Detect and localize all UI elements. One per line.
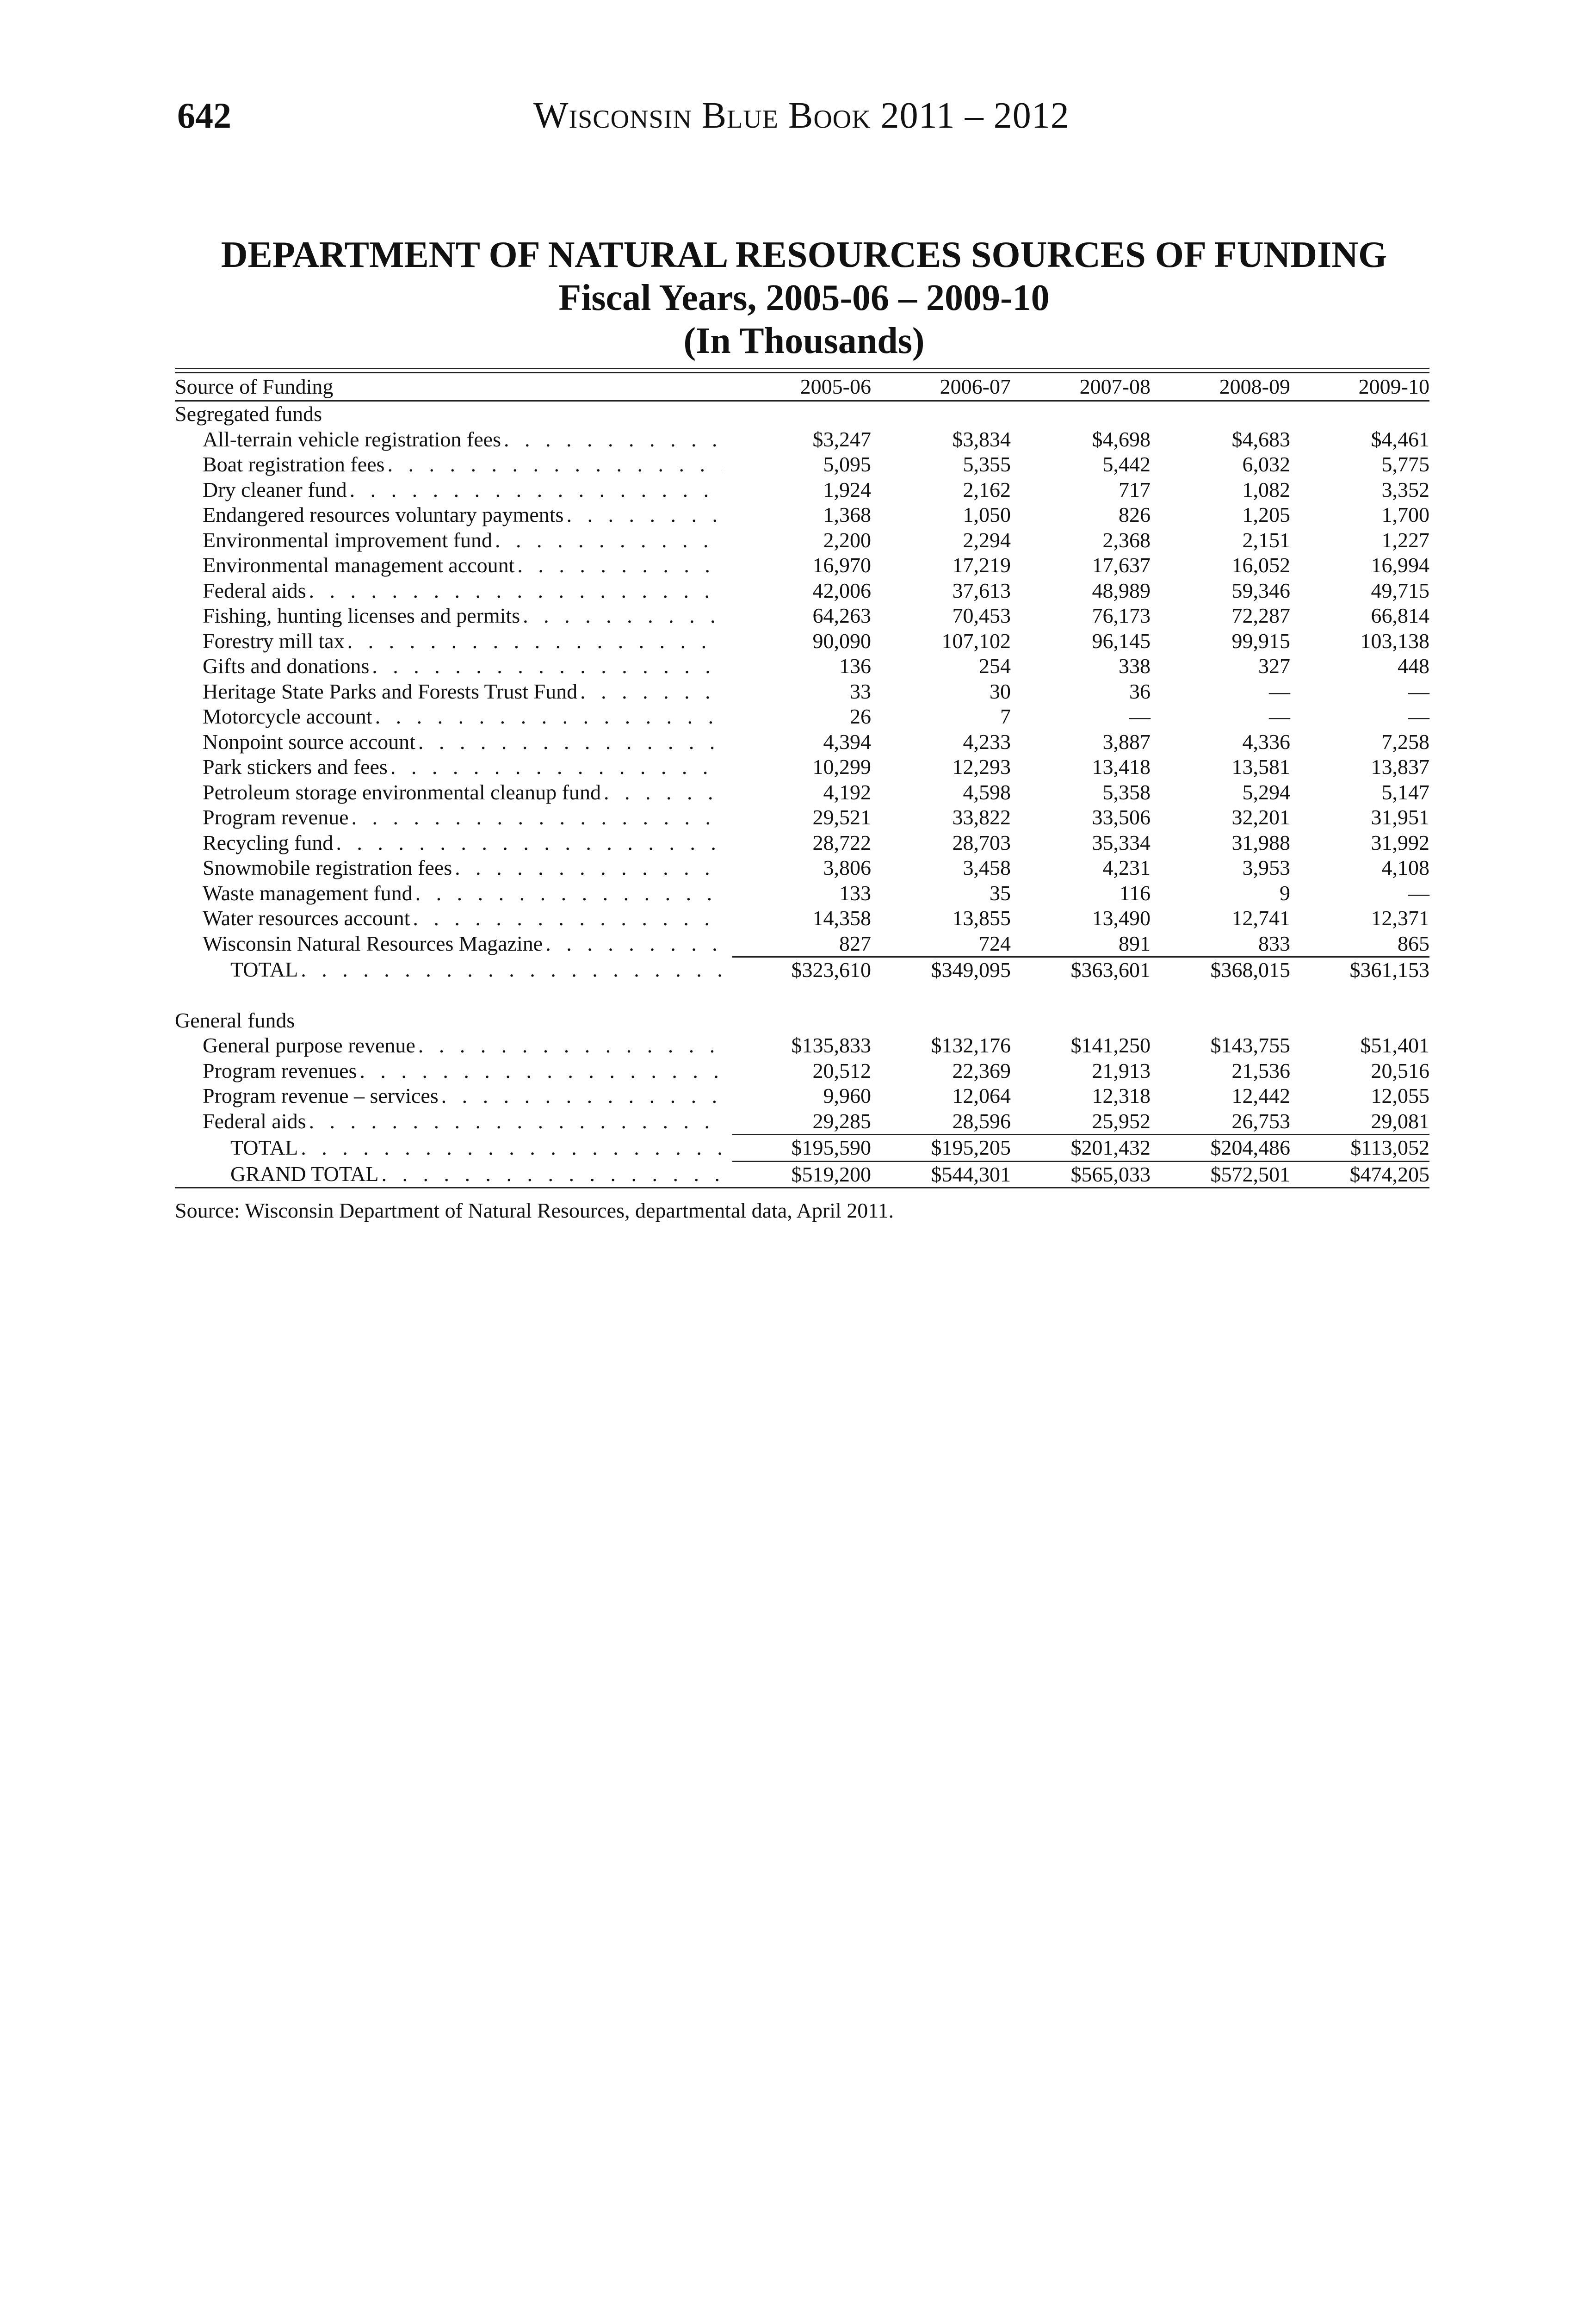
table-title [177, 234, 1431, 363]
dot-leader [381, 1162, 722, 1187]
value-cell: 5,775 [1381, 452, 1429, 476]
value-cell: 4,231 [1102, 856, 1151, 879]
value-cell: 833 [1258, 931, 1290, 955]
value-cell: 26,753 [1231, 1109, 1290, 1133]
value-cell: $4,461 [1371, 427, 1429, 451]
value-cell: $361,153 [1290, 957, 1429, 983]
value-cell: 37,613 [952, 578, 1011, 602]
value-cell: 59,346 [1231, 578, 1290, 602]
table-row [175, 931, 1429, 957]
value-cell: 72,287 [1231, 604, 1290, 627]
row-label: Snowmobile registration fees [203, 856, 452, 879]
value-cell: 3,953 [1242, 856, 1290, 879]
table-row [175, 906, 1429, 931]
column-header: 2007-08 [1011, 373, 1151, 401]
row-label: Water resources account [203, 906, 410, 930]
value-cell: 827 [839, 931, 871, 955]
value-cell: 1,227 [1381, 528, 1429, 552]
dot-leader [504, 427, 722, 452]
row-label: Recycling fund [203, 830, 334, 854]
row-label-cell [175, 578, 732, 604]
value-cell: 717 [1119, 477, 1151, 501]
value-cell: 2,294 [963, 528, 1011, 552]
row-label: Federal aids [203, 578, 306, 602]
value-cell: 31,992 [1371, 830, 1429, 854]
column-header: Source of Funding [175, 373, 732, 401]
value-cell: 12,064 [952, 1084, 1011, 1107]
page-number: 642 [177, 95, 231, 136]
table-row [175, 553, 1429, 578]
value-cell: 5,442 [1102, 452, 1151, 476]
value-cell: 16,970 [812, 553, 871, 577]
row-label-cell [175, 855, 732, 881]
value-cell: 76,173 [1092, 604, 1151, 627]
value-cell: 99,915 [1231, 629, 1290, 653]
value-cell: 31,988 [1231, 830, 1290, 854]
dot-leader [309, 1109, 722, 1134]
value-cell: 5,358 [1102, 780, 1151, 804]
value-cell: $565,033 [1011, 1161, 1151, 1188]
row-label-cell [175, 704, 732, 730]
value-cell: — [1269, 705, 1290, 728]
value-cell: 28,722 [812, 830, 871, 854]
funding-table [175, 373, 1429, 1188]
value-cell: 66,814 [1371, 604, 1429, 627]
value-cell: $368,015 [1151, 957, 1290, 983]
value-cell: 13,837 [1371, 755, 1429, 779]
value-cell: 3,352 [1381, 477, 1429, 501]
value-cell: 96,145 [1092, 629, 1151, 653]
grand-total-row [175, 1161, 1429, 1188]
row-label-cell [175, 629, 732, 654]
row-label-cell [175, 553, 732, 578]
value-cell: $519,200 [732, 1161, 871, 1188]
row-label: TOTAL [230, 1136, 298, 1159]
value-cell: 103,138 [1360, 629, 1429, 653]
spacer-row [175, 983, 1429, 1008]
table-row [175, 452, 1429, 477]
table-row [175, 704, 1429, 730]
row-label: Nonpoint source account [203, 730, 415, 754]
value-cell: 724 [979, 931, 1011, 955]
value-cell: 107,102 [941, 629, 1011, 653]
total-row [175, 957, 1429, 983]
value-cell: 49,715 [1371, 578, 1429, 602]
value-cell: 1,700 [1381, 503, 1429, 526]
table-row [175, 629, 1429, 654]
value-cell: 17,219 [952, 553, 1011, 577]
value-cell: $135,833 [791, 1033, 871, 1057]
dot-leader [413, 906, 722, 931]
value-cell: $204,486 [1151, 1135, 1290, 1162]
value-cell: 35,334 [1092, 830, 1151, 854]
section-heading: General funds [175, 1008, 295, 1032]
value-cell: 5,147 [1381, 780, 1429, 804]
dot-leader [604, 780, 722, 805]
table-row [175, 679, 1429, 705]
value-cell: 891 [1119, 931, 1151, 955]
value-cell: 35 [990, 881, 1011, 905]
value-cell: 865 [1398, 931, 1429, 955]
value-cell: 4,108 [1381, 856, 1429, 879]
value-cell: 13,581 [1231, 755, 1290, 779]
value-cell: 12,293 [952, 755, 1011, 779]
dot-leader [418, 1033, 722, 1058]
value-cell: 2,151 [1242, 528, 1290, 552]
dot-leader [309, 578, 722, 604]
value-cell: 7 [1000, 705, 1011, 728]
value-cell: 20,516 [1371, 1058, 1429, 1082]
dot-leader [418, 730, 722, 755]
value-cell: 3,806 [823, 856, 871, 879]
column-header: 2008-09 [1151, 373, 1290, 401]
column-header: 2005-06 [732, 373, 871, 401]
value-cell: 9 [1280, 881, 1290, 905]
value-cell: 42,006 [812, 578, 871, 602]
value-cell: 4,394 [823, 730, 871, 754]
row-label-cell [175, 477, 732, 503]
value-cell: — [1129, 705, 1151, 728]
book-title: Wisconsin Blue Book 2011 – 2012 [533, 95, 1070, 136]
value-cell: 33 [850, 679, 871, 703]
value-cell: 7,258 [1381, 730, 1429, 754]
funding-table-container [175, 368, 1429, 1225]
value-cell: 26 [850, 705, 871, 728]
value-cell: 28,596 [952, 1109, 1011, 1133]
value-cell: 1,924 [823, 477, 871, 501]
table-row [175, 830, 1429, 856]
row-label-cell [175, 1033, 732, 1058]
row-label-cell [175, 603, 732, 629]
total-row [175, 1135, 1429, 1162]
row-label-cell [175, 1109, 732, 1135]
value-cell: 1,205 [1242, 503, 1290, 526]
value-cell: 29,521 [812, 805, 871, 829]
value-cell: 13,855 [952, 906, 1011, 930]
value-cell: 12,442 [1231, 1084, 1290, 1107]
table-body [175, 401, 1429, 1188]
dot-leader [523, 603, 722, 629]
row-label-cell [175, 730, 732, 755]
section-heading: Segregated funds [175, 402, 322, 426]
value-cell: $195,205 [871, 1135, 1011, 1162]
value-cell: 116 [1119, 881, 1151, 905]
row-label-cell [175, 528, 732, 553]
value-cell: 16,052 [1231, 553, 1290, 577]
value-cell: $323,610 [732, 957, 871, 983]
value-cell: 254 [979, 654, 1011, 678]
row-label: Fishing, hunting licenses and permits [203, 604, 520, 627]
value-cell: $4,683 [1231, 427, 1290, 451]
row-label: Forestry mill tax [203, 629, 345, 653]
dot-leader [566, 502, 722, 528]
row-label: All-terrain vehicle registration fees [203, 427, 501, 451]
value-cell: $544,301 [871, 1161, 1011, 1188]
row-label: Wisconsin Natural Resources Magazine [203, 932, 543, 956]
table-row [175, 654, 1429, 679]
dot-leader [359, 1058, 722, 1084]
value-cell: 90,090 [812, 629, 871, 653]
table-row [175, 881, 1429, 906]
value-cell: 64,263 [812, 604, 871, 627]
value-cell: 30 [990, 679, 1011, 703]
value-cell: 16,994 [1371, 553, 1429, 577]
dot-leader [372, 654, 722, 679]
dot-leader [415, 881, 722, 906]
value-cell: 13,490 [1092, 906, 1151, 930]
row-label: Heritage State Parks and Forests Trust Fund [203, 679, 578, 703]
value-cell: 448 [1398, 654, 1429, 678]
row-label-cell [175, 502, 732, 528]
value-cell: 2,162 [963, 477, 1011, 501]
value-cell: 1,082 [1242, 477, 1290, 501]
dot-leader [580, 679, 722, 705]
table-row [175, 427, 1429, 452]
row-label: Endangered resources voluntary payments [203, 503, 564, 526]
row-label-cell [175, 906, 732, 931]
value-cell: 21,536 [1231, 1058, 1290, 1082]
value-cell: 2,368 [1102, 528, 1151, 552]
table-row [175, 780, 1429, 805]
dot-leader [347, 629, 722, 654]
dot-leader [517, 553, 722, 578]
row-label-cell [175, 881, 732, 906]
table-row [175, 730, 1429, 755]
value-cell: 21,913 [1092, 1058, 1151, 1082]
table-top-rule [175, 368, 1429, 373]
dot-leader [350, 477, 722, 503]
dot-leader [301, 1135, 722, 1161]
value-cell: $132,176 [931, 1033, 1011, 1057]
value-cell: 4,336 [1242, 730, 1290, 754]
table-row [175, 528, 1429, 553]
value-cell: — [1408, 679, 1429, 703]
value-cell: $195,590 [732, 1135, 871, 1162]
value-cell: 1,368 [823, 503, 871, 526]
value-cell: $143,755 [1210, 1033, 1290, 1057]
value-cell: 22,369 [952, 1058, 1011, 1082]
row-label-cell [175, 780, 732, 805]
value-cell: 29,285 [812, 1109, 871, 1133]
table-row [175, 855, 1429, 881]
value-cell: 327 [1258, 654, 1290, 678]
table-row [175, 603, 1429, 629]
row-label: Environmental improvement fund [203, 528, 492, 552]
value-cell: — [1408, 881, 1429, 905]
value-cell: 4,598 [963, 780, 1011, 804]
row-label-cell [175, 931, 732, 957]
row-label-cell [175, 1083, 732, 1109]
value-cell: — [1408, 705, 1429, 728]
value-cell: 12,741 [1231, 906, 1290, 930]
value-cell: $201,432 [1011, 1135, 1151, 1162]
value-cell: $4,698 [1092, 427, 1151, 451]
dot-leader [390, 755, 722, 780]
value-cell: 2,200 [823, 528, 871, 552]
row-label: Petroleum storage environmental cleanup fund [203, 780, 601, 804]
value-cell: $3,247 [812, 427, 871, 451]
value-cell: 33,822 [952, 805, 1011, 829]
value-cell: $113,052 [1290, 1135, 1429, 1162]
value-cell: 136 [839, 654, 871, 678]
value-cell: $51,401 [1360, 1033, 1429, 1057]
table-row [175, 805, 1429, 830]
value-cell: 5,095 [823, 452, 871, 476]
value-cell: 28,703 [952, 830, 1011, 854]
table-row [175, 1058, 1429, 1084]
dot-leader [441, 1083, 722, 1109]
dot-leader [352, 805, 723, 830]
value-cell: 826 [1119, 503, 1151, 526]
value-cell: 4,192 [823, 780, 871, 804]
value-cell: 33,506 [1092, 805, 1151, 829]
row-label-cell [175, 1161, 732, 1188]
value-cell: $572,501 [1151, 1161, 1290, 1188]
row-label-cell [175, 830, 732, 856]
table-row [175, 502, 1429, 528]
value-cell: $349,095 [871, 957, 1011, 983]
row-label-cell [175, 1135, 732, 1162]
value-cell: 12,055 [1371, 1084, 1429, 1107]
table-row [175, 1109, 1429, 1135]
value-cell: 25,952 [1092, 1109, 1151, 1133]
row-label: Motorcycle account [203, 705, 372, 728]
value-cell: 14,358 [812, 906, 871, 930]
value-cell: 32,201 [1231, 805, 1290, 829]
row-label-cell [175, 679, 732, 705]
dot-leader [495, 528, 722, 553]
value-cell: 4,233 [963, 730, 1011, 754]
table-header-row [175, 373, 1429, 401]
value-cell: 6,032 [1242, 452, 1290, 476]
title-line-2: Fiscal Years, 2005-06 – 2009-10 [558, 278, 1050, 318]
value-cell: $141,250 [1070, 1033, 1151, 1057]
value-cell: $363,601 [1011, 957, 1151, 983]
value-cell: 5,355 [963, 452, 1011, 476]
running-head [177, 95, 1431, 136]
row-label-cell [175, 957, 732, 983]
column-header: 2006-07 [871, 373, 1011, 401]
row-label: Park stickers and fees [203, 755, 388, 779]
row-label: TOTAL [230, 958, 298, 982]
row-label: Program revenue – services [203, 1084, 439, 1107]
row-label: Program revenues [203, 1058, 357, 1082]
row-label: Environmental management account [203, 553, 515, 577]
value-cell: 3,458 [963, 856, 1011, 879]
value-cell: 338 [1119, 654, 1151, 678]
row-label-cell [175, 805, 732, 830]
value-cell: 10,299 [812, 755, 871, 779]
title-line-1: DEPARTMENT OF NATURAL RESOURCES SOURCES OF FUNDING [221, 235, 1387, 275]
value-cell: — [1269, 679, 1290, 703]
row-label: GRAND TOTAL [230, 1162, 379, 1186]
dot-leader [545, 931, 722, 957]
dot-leader [336, 830, 722, 856]
dot-leader [455, 855, 722, 881]
value-cell: 36 [1129, 679, 1151, 703]
table-row [175, 477, 1429, 503]
row-label: General purpose revenue [203, 1033, 415, 1057]
value-cell: 70,453 [952, 604, 1011, 627]
value-cell: 29,081 [1371, 1109, 1429, 1133]
value-cell: 1,050 [963, 503, 1011, 526]
section-heading-row [175, 1008, 1429, 1033]
value-cell: 17,637 [1092, 553, 1151, 577]
title-line-3: (In Thousands) [683, 321, 925, 361]
section-heading-row [175, 401, 1429, 427]
dot-leader [375, 704, 722, 730]
row-label-cell [175, 654, 732, 679]
value-cell: 5,294 [1242, 780, 1290, 804]
row-label: Program revenue [203, 805, 349, 829]
dot-leader [301, 957, 722, 983]
table-row [175, 1033, 1429, 1058]
table-row [175, 755, 1429, 780]
value-cell: 133 [839, 881, 871, 905]
row-label: Dry cleaner fund [203, 477, 347, 501]
row-label: Waste management fund [203, 881, 413, 905]
value-cell: 31,951 [1371, 805, 1429, 829]
value-cell: 12,371 [1371, 906, 1429, 930]
source-note: Source: Wisconsin Department of Natural Resources, departmental data, April 2011. [175, 1199, 894, 1222]
table-row [175, 578, 1429, 604]
value-cell: 20,512 [812, 1058, 871, 1082]
row-label: Federal aids [203, 1109, 306, 1133]
value-cell: 3,887 [1102, 730, 1151, 754]
value-cell: 48,989 [1092, 578, 1151, 602]
value-cell: 12,318 [1092, 1084, 1151, 1107]
value-cell: 9,960 [823, 1084, 871, 1107]
table-row [175, 1083, 1429, 1109]
dot-leader [387, 452, 722, 477]
value-cell: $3,834 [952, 427, 1011, 451]
value-cell: $474,205 [1290, 1161, 1429, 1188]
row-label-cell [175, 427, 732, 452]
row-label: Boat registration fees [203, 452, 385, 476]
row-label-cell [175, 1058, 732, 1084]
value-cell: 13,418 [1092, 755, 1151, 779]
column-header: 2009-10 [1290, 373, 1429, 401]
row-label-cell [175, 755, 732, 780]
row-label-cell [175, 452, 732, 477]
row-label: Gifts and donations [203, 654, 370, 678]
